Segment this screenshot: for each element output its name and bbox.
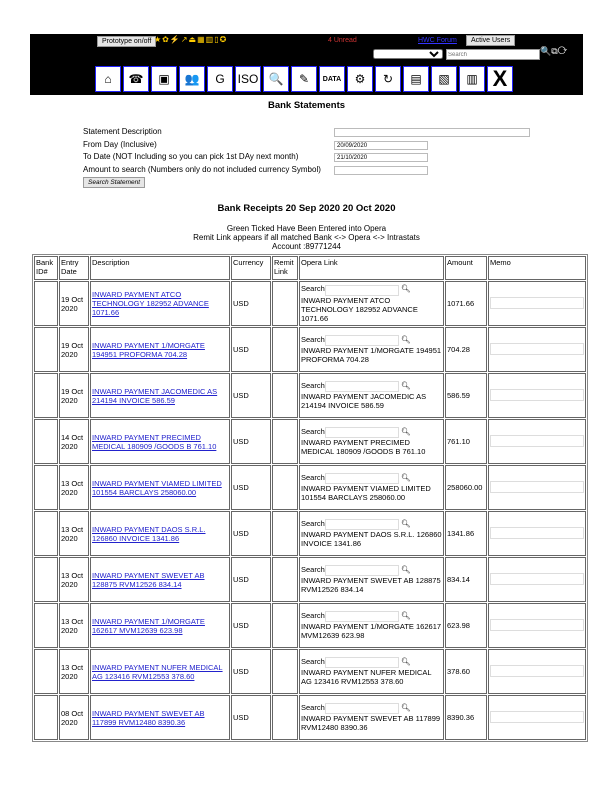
column-header: Opera Link [299,256,444,280]
amount: 623.98 [445,603,487,648]
description-link[interactable]: INWARD PAYMENT 1/MORGATE 162617 MVM12639 623.98 [92,616,205,635]
memo-input[interactable] [490,619,584,631]
search-label: Search [301,564,325,574]
currency: USD [231,373,271,418]
opera-description: INWARD PAYMENT NUFER MEDICAL AG 123416 RVM12553 378.60 [301,668,432,687]
opera-search-input[interactable] [325,611,399,622]
memo-input[interactable] [490,573,584,585]
results-title: Bank Receipts 20 Sep 2020 20 Oct 2020 [217,203,396,214]
description-link[interactable]: INWARD PAYMENT ATCO TECHNOLOGY 182952 ADVANCE 1071.66 [92,290,209,317]
remit-link-cell [272,465,298,510]
entry-date: 19 Oct 2020 [59,373,89,418]
column-header: Entry Date [59,256,89,280]
opera-description: INWARD PAYMENT PRECIMED MEDICAL 180909 /GOODS B 761.10 [301,438,426,457]
bank-id-cell [34,281,58,326]
opera-description: INWARD PAYMENT DAOS S.R.L. 126860 INVOICE 1341.86 [301,530,442,549]
search-icon[interactable]: 🔍︎ [400,702,411,712]
field-label: To Date (NOT Including so you can pick 1st DAy next month) [83,152,299,161]
search-icon[interactable]: 🔍 [540,46,552,56]
search-label: Search [301,426,325,436]
memo-input[interactable] [490,389,584,401]
search-label: Search [301,380,325,390]
active-users-button[interactable]: Active Users [466,35,515,46]
remit-link-cell [272,511,298,556]
search-input[interactable] [446,49,540,60]
opera-description: INWARD PAYMENT ATCO TECHNOLOGY 182952 ADVANCE 1071.66 [301,295,418,323]
currency: USD [231,327,271,372]
table-row [34,603,586,648]
table-row [34,511,586,556]
search-icon[interactable]: 🔍︎ [400,284,411,294]
memo-input[interactable] [490,481,584,493]
bank-id-cell [34,465,58,510]
sign-icon[interactable]: ✎ [291,66,317,92]
currency: USD [231,281,271,326]
search-icon[interactable]: 🔍︎ [400,518,411,528]
opera-search-input[interactable] [325,335,399,346]
bank-id-cell [34,649,58,694]
chart-folder-icon[interactable]: ▤ [403,66,429,92]
amount: 258060.00 [445,465,487,510]
memo-input[interactable] [490,297,584,309]
remit-link-cell [272,373,298,418]
close-x-icon[interactable]: X [487,66,513,92]
google-maps-icon[interactable]: G [207,66,233,92]
entry-date: 13 Oct 2020 [59,511,89,556]
form-row [83,152,533,165]
entry-date: 13 Oct 2020 [59,465,89,510]
column-header: Currency [231,256,271,280]
description-link[interactable]: INWARD PAYMENT SWEVET AB 117899 RVM12480 8390.36 [92,708,205,727]
field-label: From Day (Inclusive) [83,139,157,149]
refresh-icon[interactable]: ↻ [375,66,401,92]
memo-input[interactable] [490,665,584,677]
entry-date: 13 Oct 2020 [59,557,89,602]
search-statement-button[interactable]: Search Statement [83,177,145,188]
bank-receipts-table [32,254,588,742]
description-link[interactable]: INWARD PAYMENT JACOMEDIC AS 214194 INVOICE 586.59 [92,386,218,405]
search-form [83,127,533,188]
home-icon[interactable]: ⌂ [95,66,121,92]
amount: 761.10 [445,419,487,464]
table-row [34,557,586,602]
search-label: Search [301,472,325,482]
gears-icon[interactable]: ⚙ [347,66,373,92]
search-scope-select[interactable] [373,49,443,59]
top-toolbar [30,34,583,95]
search-label: Search [301,518,325,528]
iso-icon[interactable]: ISO [235,66,261,92]
description-link[interactable]: INWARD PAYMENT PRECIMED MEDICAL 180909 /GOODS B 761.10 [92,432,217,451]
opera-search-input[interactable] [325,285,399,296]
sync-icon[interactable]: ⟳ [557,46,568,56]
table-row [34,327,586,372]
search-icon[interactable]: 🔍︎ [400,610,411,620]
amount: 586.59 [445,373,487,418]
forum-link[interactable]: HWC Forum [418,37,457,44]
opera-search-input[interactable] [325,473,399,484]
bank-id-cell [34,419,58,464]
page-title: Bank Statements [267,100,346,111]
prototype-toggle-button[interactable]: Prototype on/off [97,36,156,47]
bank-id-cell [34,603,58,648]
phone-icon[interactable]: ☎ [123,66,149,92]
description-link[interactable]: INWARD PAYMENT SWEVET AB 128875 RVM12526 834.14 [92,570,205,589]
memo-input[interactable] [490,435,584,447]
currency: USD [231,695,271,740]
opera-search-input[interactable] [325,703,399,714]
currency: USD [231,511,271,556]
field-input[interactable]: 20/09/2020 [334,141,428,150]
currency: USD [231,419,271,464]
remit-link-cell [272,603,298,648]
search-icon[interactable]: 🔍︎ [400,472,411,482]
opera-data-icon[interactable]: DATA [319,66,345,92]
external-link-icon[interactable]: ⧉ [551,46,558,56]
search-icon[interactable]: 🔍︎ [400,426,411,436]
book-icon[interactable]: ▥ [459,66,485,92]
entry-date: 19 Oct 2020 [59,327,89,372]
column-header: Amount [445,256,487,280]
amount: 834.14 [445,557,487,602]
opera-description: INWARD PAYMENT SWEVET AB 117899 RVM12480 8390.36 [301,714,441,733]
currency: USD [231,465,271,510]
column-header: Remit Link [272,256,298,280]
nav-icon-bar [95,66,513,92]
bank-id-cell [34,373,58,418]
field-input[interactable]: 21/10/2020 [334,153,428,162]
memo-input[interactable] [490,343,584,355]
account-number: Account :89771244 [272,242,341,251]
opera-search-input[interactable] [325,657,399,668]
memo-input[interactable] [490,711,584,723]
table-row [34,465,586,510]
form-row [83,140,533,153]
column-header: Memo [488,256,586,280]
field-input[interactable] [334,166,428,175]
amount: 1341.86 [445,511,487,556]
table-row [34,649,586,694]
search-icon[interactable]: 🔍︎ [400,380,411,390]
opera-search-input[interactable] [325,427,399,438]
opera-search-input[interactable] [325,565,399,576]
opera-description: INWARD PAYMENT 1/MORGATE 194951 PROFORMA 704.28 [301,346,442,365]
note-green-ticked: Green Ticked Have Been Entered into Opera [226,224,387,233]
opera-search-input[interactable] [325,519,399,530]
remit-link-cell [272,419,298,464]
table-row [34,695,586,740]
opera-description: INWARD PAYMENT VIAMED LIMITED 101554 BARCLAYS 258060.00 [301,484,431,503]
remit-link-cell [272,649,298,694]
field-label: Statement Description [83,127,162,136]
remit-link-cell [272,695,298,740]
description-link[interactable]: INWARD PAYMENT NUFER MEDICAL AG 123416 RVM12553 378.60 [92,662,223,681]
column-header: Description [90,256,230,280]
bank-id-cell [34,557,58,602]
remit-link-cell [272,557,298,602]
opera-description: INWARD PAYMENT 1/MORGATE 162617 MVM12639 623.98 [301,622,442,641]
search-icon[interactable]: 🔍︎ [400,656,411,666]
remit-link-cell [272,327,298,372]
description-link[interactable]: INWARD PAYMENT VIAMED LIMITED 101554 BARCLAYS 258060.00 [92,478,222,497]
bank-id-cell [34,511,58,556]
currency: USD [231,603,271,648]
note-remit-link: Remit Link appears if all matched Bank <-> Opera <-> Intrastats [193,233,420,242]
description-link[interactable]: INWARD PAYMENT 1/MORGATE 194951 PROFORMA 704.28 [92,340,205,359]
search-icon[interactable]: 🔍︎ [400,564,411,574]
search-label: Search [301,702,325,712]
entry-date: 19 Oct 2020 [59,281,89,326]
entry-date: 14 Oct 2020 [59,419,89,464]
box-icon[interactable]: ▧ [431,66,457,92]
entry-date: 08 Oct 2020 [59,695,89,740]
amount: 1071.66 [445,281,487,326]
treasure-chest-icon[interactable]: ▣ [151,66,177,92]
opera-search-input[interactable] [325,381,399,392]
opera-description: INWARD PAYMENT SWEVET AB 128875 RVM12526 834.14 [301,576,441,595]
table-row [34,419,586,464]
entry-date: 13 Oct 2020 [59,649,89,694]
table-row [34,281,586,326]
description-link[interactable]: INWARD PAYMENT DAOS S.R.L. 126860 INVOICE 1341.86 [92,524,206,543]
amount: 8390.36 [445,695,487,740]
bank-id-cell [34,327,58,372]
currency: USD [231,557,271,602]
search-label: Search [301,610,325,620]
search-label: Search [301,656,325,666]
unread-count[interactable]: 4 Unread [328,37,357,44]
memo-input[interactable] [490,527,584,539]
field-input[interactable] [334,128,530,137]
form-row [83,165,533,178]
search-label: Search [301,284,325,294]
column-header: Bank ID# [34,256,58,280]
currency: USD [231,649,271,694]
form-row [83,127,533,140]
table-row [34,373,586,418]
users-icon[interactable]: 👥 [179,66,205,92]
amount: 704.28 [445,327,487,372]
magnifier-icon[interactable]: 🔍 [263,66,289,92]
quick-icons[interactable]: ★✿⚡↗⏏▦▥▯✪ [154,35,228,44]
field-label: Amount to search (Numbers only do not included currency Symbol) [83,164,321,174]
remit-link-cell [272,281,298,326]
search-label: Search [301,334,325,344]
search-icon[interactable]: 🔍︎ [400,334,411,344]
bank-id-cell [34,695,58,740]
amount: 378.60 [445,649,487,694]
entry-date: 13 Oct 2020 [59,603,89,648]
opera-description: INWARD PAYMENT JACOMEDIC AS 214194 INVOICE 586.59 [301,392,427,411]
